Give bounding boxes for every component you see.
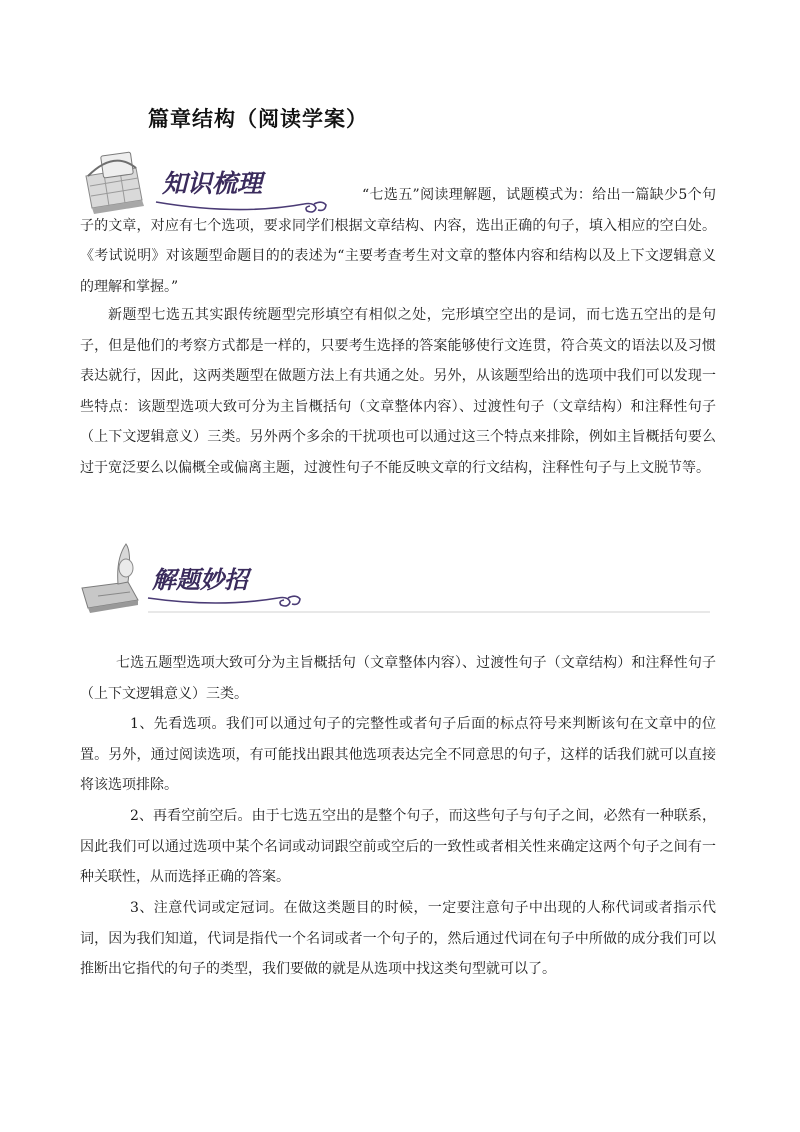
section-banner-tips	[78, 538, 718, 618]
section2-point-1: 1、先看选项。我们可以通过句子的完整性或者句子后面的标点符号来判断该句在文章中的位置。另外，通过阅读选项，有可能找出跟其他选项表达完全不同意思的句子，这样的话我们就可以直接将该选项排除。	[80, 716, 716, 793]
section1-paragraph-2: 新题型七选五其实跟传统题型完形填空有相似之处，完形填空空出的是词，而七选五空出的是句子，但是他们的考察方式都是一样的，只要考生选择的答案能够使行文连贯，符合英文的语法以及习惯表达就行，因此，这两类题型在做题方法上有共通之处。另外，从该题型给出的选项中我们可以发现一些特点：该题型选项大致可分为主旨概括句（文章整体内容）、过渡性句子（文章结构）和注释性句子（上下文逻辑意义）三类。另外两个多余的干扰项也可以通过这三个特点来排除，例如主旨概括句要么过于宽泛要么以偏概全或偏离主题，过渡性句子不能反映文章的行文结构，注释性句子与上文脱节等。	[80, 307, 716, 476]
section1-paragraph-1: “七选五”阅读理解题，试题模式为：给出一篇缺少5个句子的文章，对应有七个选项，要求同学们根据文章结构、内容，选出正确的句子，填入相应的空白处。《考试说明》对该题型命题目的的表述为“主要考查考生对文章的整体内容和结构以及上下文逻辑意义的理解和掌握。”	[80, 187, 716, 295]
section-label-knowledge: 知识梳理	[162, 169, 263, 198]
section2-point-3: 3、注意代词或定冠词。在做这类题目的时候，一定要注意句子中出现的人称代词或者指示代词，因为我们知道，代词是指代一个名词或者一个句子的，然后通过代词在句子中所做的成分我们可以推断出它指代的句子的类型，我们要做的就是从选项中找这类句型就可以了。	[80, 900, 716, 977]
section2-paragraph-intro: 七选五题型选项大致可分为主旨概括句（文章整体内容）、过渡性句子（文章结构）和注释性句子（上下文逻辑意义）三类。	[80, 655, 716, 702]
section-label-tips: 解题妙招	[152, 565, 248, 594]
swirl-ornament-icon	[148, 596, 300, 606]
book-pen-illustration-icon	[82, 544, 138, 613]
section2-point-2: 2、再看空前空后。由于七选五空出的是整个句子，而这些句子与句子之间，必然有一种联系，因此我们可以通过选项中某个名词或动词跟空前或空后的一致性或者相关性来确定这两个句子之间有一种关联性，从而选择正确的答案。	[80, 808, 716, 885]
page-title: 篇章结构（阅读学案）	[148, 107, 368, 131]
